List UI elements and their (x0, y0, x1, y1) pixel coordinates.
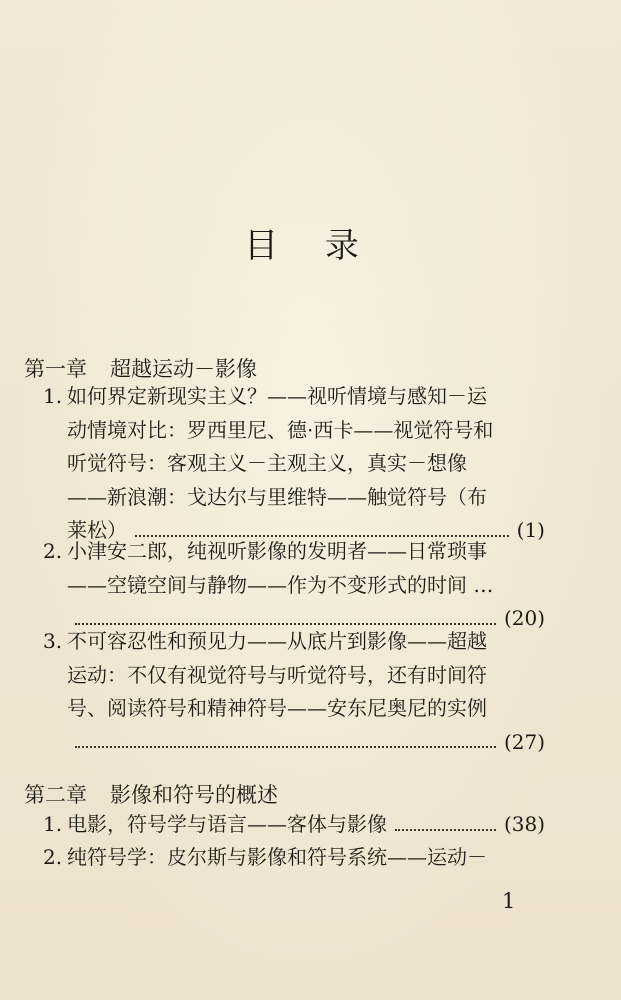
entry-page: (27) (503, 729, 545, 754)
entry-line: 号、阅读符号和精神符号——安东尼奥尼的实例 (67, 696, 487, 720)
entry-number: 3. (43, 629, 63, 653)
entry-line: ——空镜空间与静物——作为不变形式的时间 … (67, 572, 494, 597)
leader-dots (75, 746, 496, 748)
entry-line: 听觉符号：客观主义－主观主义，真实－想像 (67, 451, 467, 475)
entry-page: (1) (516, 518, 545, 542)
leader-dots (395, 829, 496, 831)
chapter-heading (24, 779, 278, 809)
chapter-name: 超越运动－影像 (110, 357, 257, 381)
entry-number: 2. (43, 539, 63, 563)
entry-line: 纯符号学：皮尔斯与影像和符号系统——运动－ (67, 845, 487, 869)
toc-entry[interactable] (43, 535, 545, 636)
entry-number: 1. (43, 384, 63, 408)
chapter-heading (24, 353, 257, 383)
entry-line: ——新浪潮：戈达尔与里维特——触觉符号（布 (67, 484, 487, 509)
toc-entry[interactable] (43, 625, 545, 759)
entry-line: 运动：不仅有视觉符号与听觉符号，还有时间符 (67, 662, 487, 687)
chapter-name: 影像和符号的概述 (110, 783, 278, 807)
entry-line: 小津安二郎，纯视听影像的发明者——日常琐事 (67, 539, 487, 563)
entry-line: 如何界定新现实主义？——视听情境与感知－运 (67, 384, 487, 408)
entry-number: 2. (43, 845, 63, 869)
entry-line: 动情境对比：罗西里尼、德·西卡——视觉符号和 (67, 417, 494, 442)
toc-entry[interactable] (43, 841, 545, 875)
entry-number: 1. (43, 812, 63, 836)
entry-page: (20) (503, 606, 545, 630)
chapter-label: 第二章 (24, 783, 87, 807)
entry-line: 莱松） (67, 518, 127, 542)
chapter-label: 第一章 (24, 357, 87, 381)
entry-line: 不可容忍性和预见力——从底片到影像——超越 (67, 629, 487, 653)
entry-line: 电影，符号学与语言——客体与影像 (67, 812, 387, 836)
page-number: 1 (502, 889, 516, 913)
entry-page: (38) (503, 812, 545, 836)
toc-entry[interactable] (43, 380, 545, 548)
toc-entry[interactable] (43, 808, 545, 842)
page-title: 目 录 (244, 226, 377, 266)
